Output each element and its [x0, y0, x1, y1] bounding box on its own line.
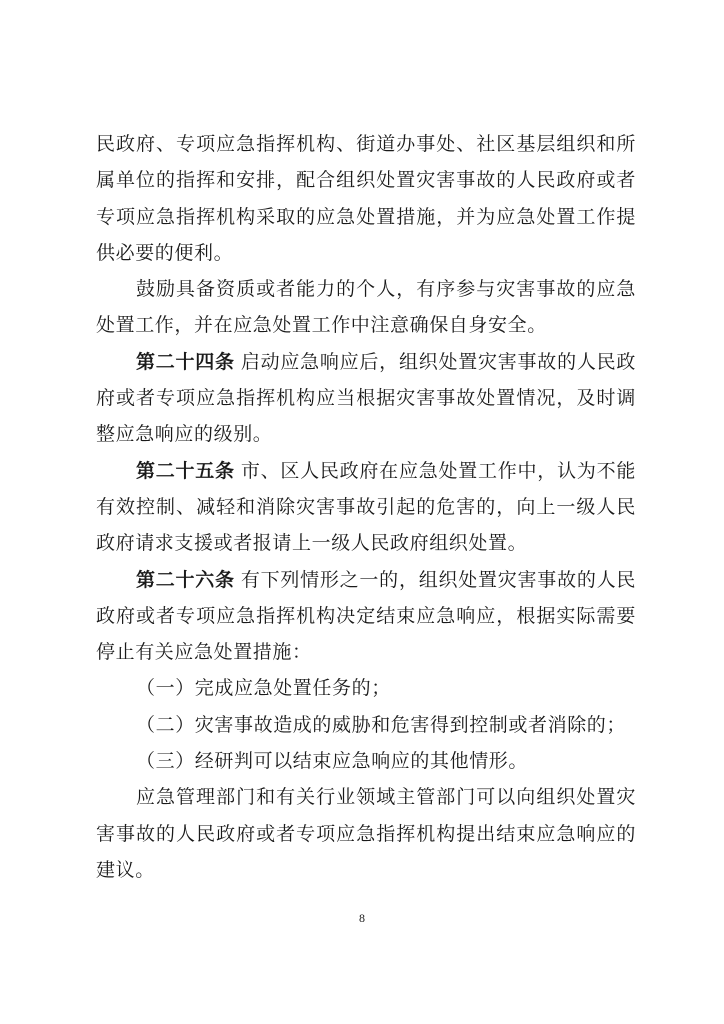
article-text: 有下列情形之一的，组织处置灾害事故的人民政府或者专项应急指挥机构决定结束应急响应，根据实际需要停止有关应急处置措施：: [96, 568, 636, 664]
article-heading: 第二十五条: [136, 459, 235, 482]
article-text: 市、区人民政府在应急处置工作中，认为不能有效控制、减轻和消除灾害事故引起的危害的，向上一级人民政府请求支援或者报请上一级人民政府组织处置。: [96, 459, 636, 555]
list-item-text: （一）完成应急处置任务的；: [136, 677, 391, 700]
paragraph-text: 民政府、专项应急指挥机构、街道办事处、社区基层组织和所属单位的指挥和安排，配合组织处置灾害事故的人民政府或者专项应急指挥机构采取的应急处置措施，并为应急处置工作提供必要的便利。: [96, 133, 636, 264]
list-item-text: （二）灾害事故造成的威胁和危害得到控制或者消除的；: [136, 713, 627, 736]
paragraph-text: 鼓励具备资质或者能力的个人，有序参与灾害事故的应急处置工作，并在应急处置工作中注意确保自身安全。: [96, 278, 636, 337]
paragraph-text: 应急管理部门和有关行业领域主管部门可以向组织处置灾害事故的人民政府或者专项应急指挥机构提出结束应急响应的建议。: [96, 786, 636, 881]
list-item-2: [96, 707, 636, 743]
list-item-text: （三）经研判可以结束应急响应的其他情形。: [136, 750, 529, 773]
list-item-3: [96, 743, 636, 779]
paragraph-continuation: [96, 126, 636, 271]
list-item-1: [96, 670, 636, 706]
document-body: [96, 126, 636, 888]
article-25: [96, 453, 636, 562]
article-heading: 第二十六条: [136, 568, 235, 591]
paragraph-encouragement: [96, 271, 636, 344]
article-26: [96, 562, 636, 671]
paragraph-recommendation: [96, 779, 636, 888]
article-text: 启动应急响应后，组织处置灾害事故的人民政府或者专项应急指挥机构应当根据灾害事故处置情况，及时调整应急响应的级别。: [96, 350, 636, 446]
page-number: 8: [359, 911, 365, 925]
article-heading: 第二十四条: [136, 350, 235, 373]
article-24: [96, 344, 636, 453]
